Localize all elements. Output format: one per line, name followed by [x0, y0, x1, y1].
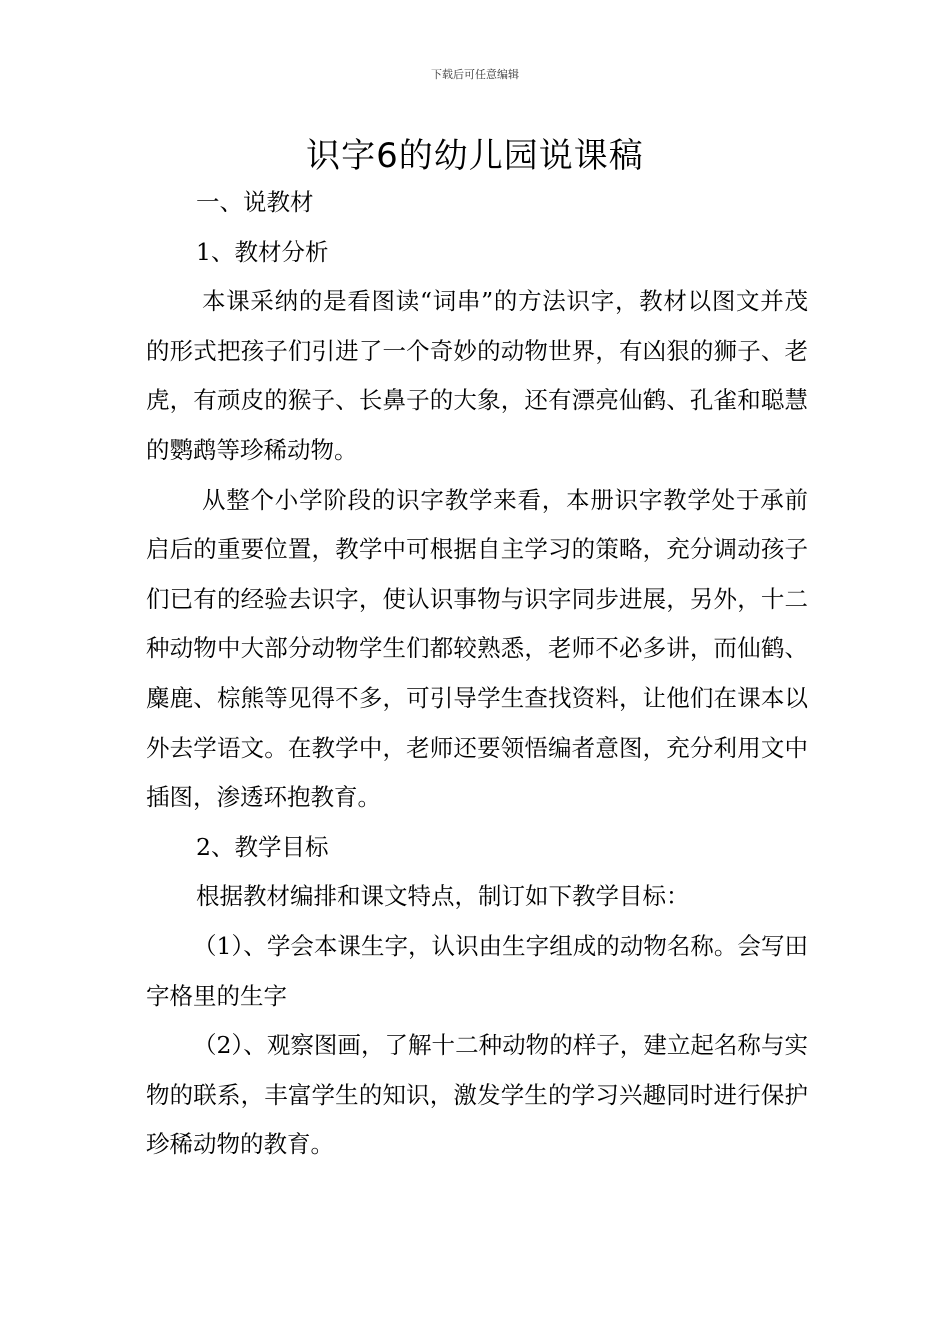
paragraph-4: （1）、学会本课生字，认识由生字组成的动物名称。会写田字格里的生字 — [146, 931, 808, 1010]
paragraph-5: （2）、观察图画，了解十二种动物的样子，建立起名称与实物的联系，丰富学生的知识，激发学生的学习兴趣同时进行保护珍稀动物的教育。 — [146, 1031, 808, 1159]
paragraph-2: 从整个小学阶段的识字教学来看，本册识字教学处于承前启后的重要位置，教学中可根据自主学习的策略，充分调动孩子们已有的经验去识字，使认识事物与识字同步进展，另外，十二种动物中大部分动物学生们都较熟悉，老师不必多讲，而仙鹤、麋鹿、棕熊等见得不多，可引导学生查找资料，让他们在课本以外去学语文。在教学中，老师还要领悟编者意图，充分利用文中插图，渗透环抱教育。 — [146, 485, 808, 812]
paragraph-3: 根据教材编排和课文特点，制订如下教学目标： — [196, 882, 690, 911]
section-heading-1: 一、说教材 — [196, 188, 314, 216]
document-title: 识字6的幼儿园说课稿 — [306, 136, 644, 176]
subsection-heading-2: 2、教学目标 — [196, 832, 329, 861]
paragraph-1: 本课采纳的是看图读“词串”的方法识字，教材以图文并茂的形式把孩子们引进了一个奇妙的动物世界，有凶狠的狮子、老虎，有顽皮的猴子、长鼻子的大象，还有漂亮仙鹤、孔雀和聪慧的鹦鹉等珍稀动物。 — [146, 287, 808, 464]
document-body — [146, 178, 808, 1170]
subsection-heading-1: 1、教材分析 — [196, 237, 329, 266]
page-header: 下载后可任意编辑 — [431, 68, 519, 81]
